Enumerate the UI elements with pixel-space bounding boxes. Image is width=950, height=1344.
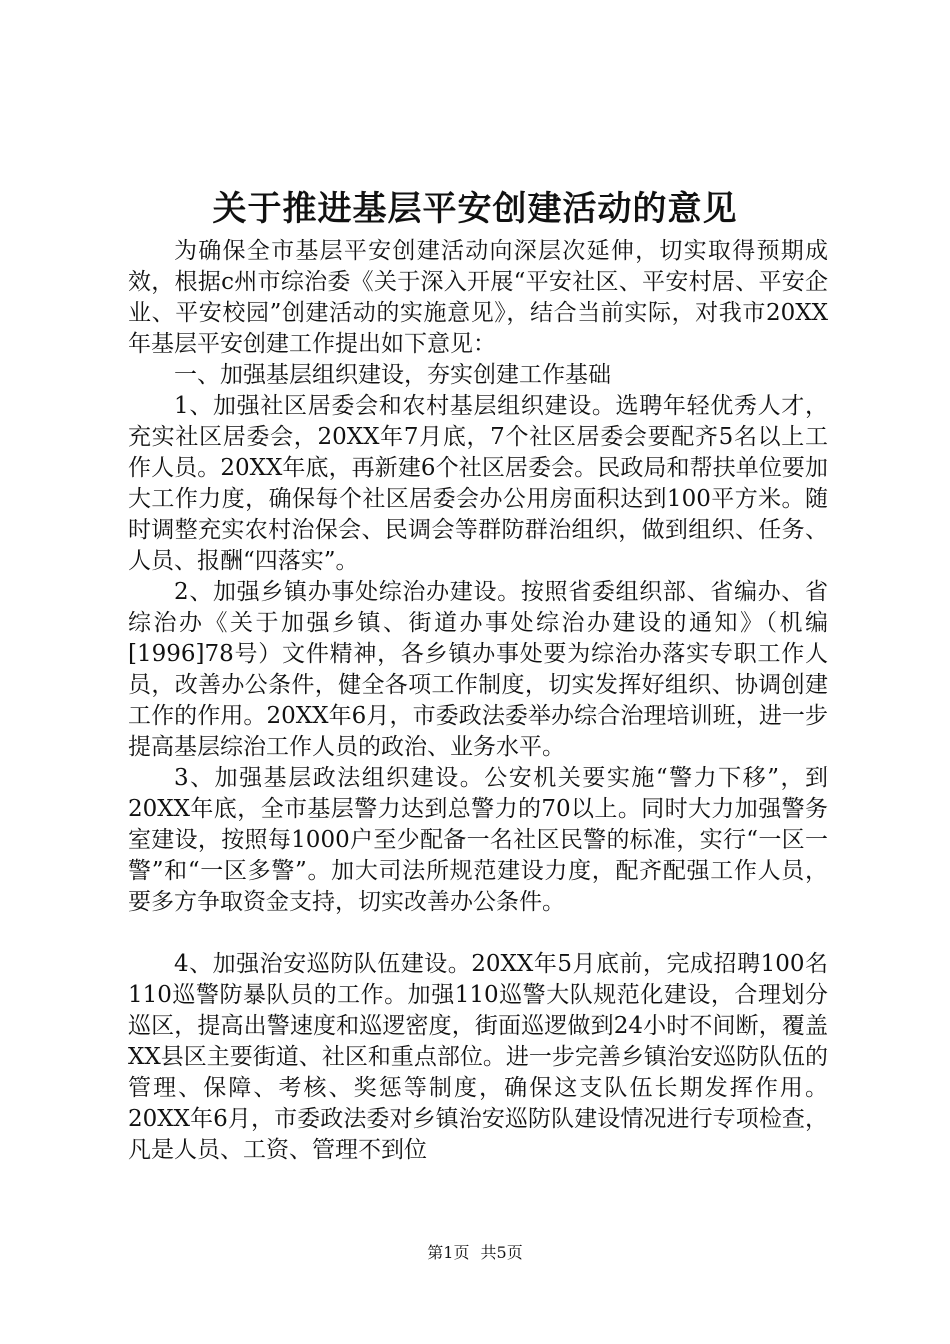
intro-paragraph: 为确保全市基层平安创建活动向深层次延伸，切实取得预期成效，根据c州市综治委《关于深入开展“平安社区、平安村居、平安企业、平安校园”创建活动的实施意见》，结合当前实际，对我市20XX年基层平安创建工作提出如下意见： bbox=[128, 238, 828, 357]
item-paragraph-1: 1、加强社区居委会和农村基层组织建设。选聘年轻优秀人才，充实社区居委会，20XX年7月底，7个社区居委会要配齐5名以上工作人员。20XX年底，再新建6个社区居委会。民政局和帮扶单位要加大工作力度，确保每个社区居委会办公用房面积达到100平方米。随时调整充实农村治保会、民调会等群防群治组织，做到组织、任务、人员、报酬“四落实”。 bbox=[128, 393, 828, 574]
page-footer bbox=[0, 1243, 950, 1263]
section-heading-1: 一、加强基层组织建设，夯实创建工作基础 bbox=[174, 362, 611, 388]
page-number: 第1页 bbox=[427, 1243, 470, 1262]
item-paragraph-4: 4、加强治安巡防队伍建设。20XX年5月底前，完成招聘100名110巡警防暴队员的工作。加强110巡警大队规范化建设，合理划分巡区，提高出警速度和巡逻密度，街面巡逻做到24小时不间断，覆盖XX县区主要街道、社区和重点部位。进一步完善乡镇治安巡防队伍的管理、保障、考核、奖惩等制度，确保这支队伍长期发挥作用。20XX年6月，市委政法委对乡镇治安巡防队建设情况进行专项检查，凡是人员、工资、管理不到位 bbox=[128, 951, 828, 1163]
document-title: 关于推进基层平安创建活动的意见 bbox=[212, 189, 738, 229]
page-total: 共5页 bbox=[480, 1243, 523, 1262]
paragraph-spacer bbox=[128, 918, 828, 949]
document-body bbox=[128, 236, 828, 1166]
item-paragraph-2: 2、加强乡镇办事处综治办建设。按照省委组织部、省编办、省综治办《关于加强乡镇、街道办事处综治办建设的通知》（机编[1996]78号）文件精神，各乡镇办事处要为综治办落实专职工作人员，改善办公条件，健全各项工作制度，切实发挥好组织、协调创建工作的作用。20XX年6月，市委政法委举办综合治理培训班，进一步提高基层综治工作人员的政治、业务水平。 bbox=[128, 579, 828, 760]
item-paragraph-3: 3、加强基层政法组织建设。公安机关要实施“警力下移”，到20XX年底，全市基层警力达到总警力的70以上。同时大力加强警务室建设，按照每1000户至少配备一名社区民警的标准，实行“一区一警”和“一区多警”。加大司法所规范建设力度，配齐配强工作人员，要多方争取资金支持，切实改善办公条件。 bbox=[128, 765, 828, 915]
